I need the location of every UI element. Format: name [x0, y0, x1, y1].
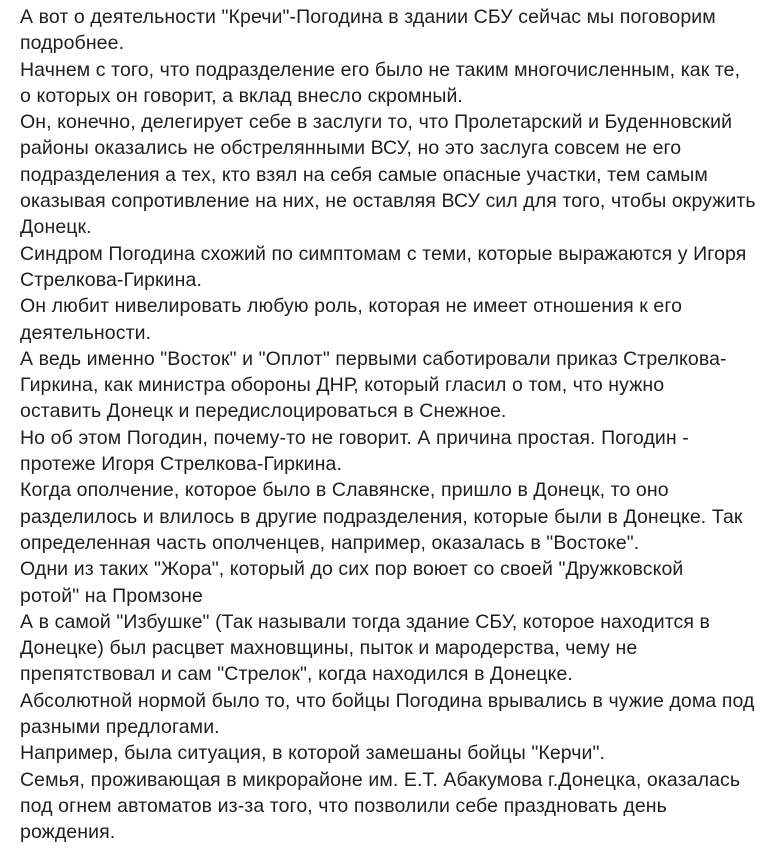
- text-line: ротой" на Промзоне: [20, 584, 203, 607]
- text-line: оставить Донецк и передислоцироваться в Снежное.: [20, 400, 507, 423]
- text-line: районы оказались не обстрелянными ВСУ, но это заслуга совсем не его: [20, 137, 682, 160]
- post-text: [20, 4, 756, 846]
- text-line: о которых он говорит, а вклад внесло скромный.: [20, 84, 463, 107]
- text-line: Когда ополчение, которое было в Славянске, пришло в Донецк, то оно: [20, 479, 669, 502]
- text-line: Семья, проживающая в микрорайоне им. Е.Т. Абакумова г.Донецка, оказалась: [20, 768, 741, 791]
- text-line: определенная часть ополченцев, например, оказалась в "Востоке".: [20, 531, 640, 554]
- text-line: разделилось и влилось в другие подразделения, которые были в Донецке. Так: [20, 505, 743, 528]
- text-line: протеже Игоря Стрелкова-Гиркина.: [20, 453, 342, 476]
- text-line: подробнее.: [20, 32, 125, 55]
- text-line: оказывая сопротивление на них, не оставляя ВСУ сил для того, чтобы окружить: [20, 190, 756, 213]
- text-line: Донецке) был расцвет махновщины, пыток и мародерства, чему не: [20, 637, 638, 660]
- text-line: деятельности.: [20, 321, 152, 344]
- text-line: Одни из таких "Жора", который до сих пор воюет со своей "Дружковской: [20, 558, 684, 581]
- text-line: Но об этом Погодин, почему-то не говорит. А причина простая. Погодин -: [20, 426, 689, 449]
- text-line: А вот о деятельности "Кречи"-Погодина в здании СБУ сейчас мы поговорим: [20, 6, 716, 28]
- text-line: рождения.: [20, 821, 116, 844]
- text-line: Гиркина, как министра обороны ДНР, который гласил о том, что нужно: [20, 374, 665, 397]
- text-line: подразделения а тех, кто взял на себя самые опасные участки, тем самым: [20, 163, 708, 186]
- text-line: Абсолютной нормой было то, что бойцы Погодина врывались в чужие дома под: [20, 689, 755, 712]
- text-line: Например, была ситуация, в которой замешаны бойцы "Керчи".: [20, 742, 606, 765]
- text-line: Донецк.: [20, 216, 92, 239]
- text-line: Начнем с того, что подразделение его было не таким многочисленным, как те,: [20, 58, 741, 81]
- text-line: Синдром Погодина схожий по симптомам с теми, которые выражаются у Игоря: [20, 242, 747, 265]
- text-line: А в самой "Избушке" (Так называли тогда здание СБУ, которое находится в: [20, 610, 710, 633]
- text-line: Он, конечно, делегирует себе в заслуги то, что Пролетарский и Буденновский: [20, 111, 733, 134]
- text-line: разными предлогами.: [20, 716, 220, 739]
- text-line: под огнем автоматов из-за того, что позволили себе праздновать день: [20, 794, 667, 817]
- text-line: А ведь именно "Восток" и "Оплот" первыми саботировали приказ Стрелкова-: [20, 347, 727, 370]
- text-line: препятствовал и сам "Стрелок", когда находился в Донецке.: [20, 663, 573, 686]
- text-line: Стрелкова-Гиркина.: [20, 268, 202, 291]
- text-line: Он любит нивелировать любую роль, которая не имеет отношения к его: [20, 295, 683, 318]
